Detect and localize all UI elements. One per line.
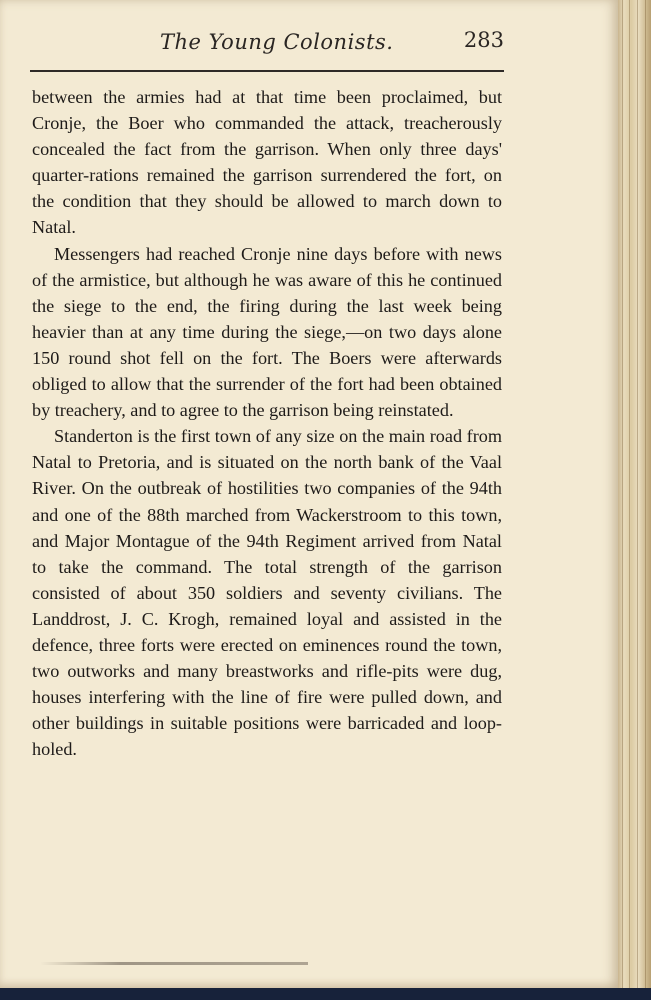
page-edge-line xyxy=(637,0,638,988)
background-band xyxy=(0,988,651,1000)
page-number: 283 xyxy=(463,28,504,52)
header-rule xyxy=(30,70,504,72)
page-edge-line xyxy=(622,0,623,988)
paragraph-messengers: Messengers had reached Cronje nine days before with news of the armistice, but although he was aware of this he continued the siege to the end, the firing during the last week being heavier than at any time during the siege,—on two days alone 150 round shot fell on the fort. The Boers were afterwards obliged to allow that the surrender of the fort had been obtained by treachery, and to agree to the garrison being reinstated. xyxy=(32,243,502,421)
bottom-shadow xyxy=(40,962,308,965)
running-title: The Young Colonists. xyxy=(160,30,394,54)
page-edge-line xyxy=(629,0,630,988)
page-header xyxy=(30,26,504,66)
paragraph-standerton: Standerton is the first town of any size on the main road from Natal to Pretoria, and is situated on the north bank of the Vaal River. On the outbreak of hostilities two companies of the 94th and one of the 88th marched from Wackerstroom to this town, and Major Montague of the 94th Regiment arrived from Natal to take the command. The total strength of the garrison consisted of about 350 soldiers and seventy civilians. The Landdrost, J. C. Krogh, remained loyal and assisted in the defence, three forts were erected on eminences round the town, two outworks and many breastworks and rifle-pits were dug, houses interfering with the line of fire were pulled down, and other buildings in suitable positions were barricaded and loop-holed. xyxy=(32,426,502,760)
page-edge-stack xyxy=(618,0,651,988)
body-text xyxy=(32,84,502,762)
paragraph-continuation: between the armies had at that time been proclaimed, but Cronje, the Boer who commanded the attack, treacherously concealed the fact from the garrison. When only three days' quarter-rations remained the garrison surrendered the fort, on the condition that they should be allowed to march down to Natal. xyxy=(32,87,502,238)
page-edge-line xyxy=(645,0,646,988)
